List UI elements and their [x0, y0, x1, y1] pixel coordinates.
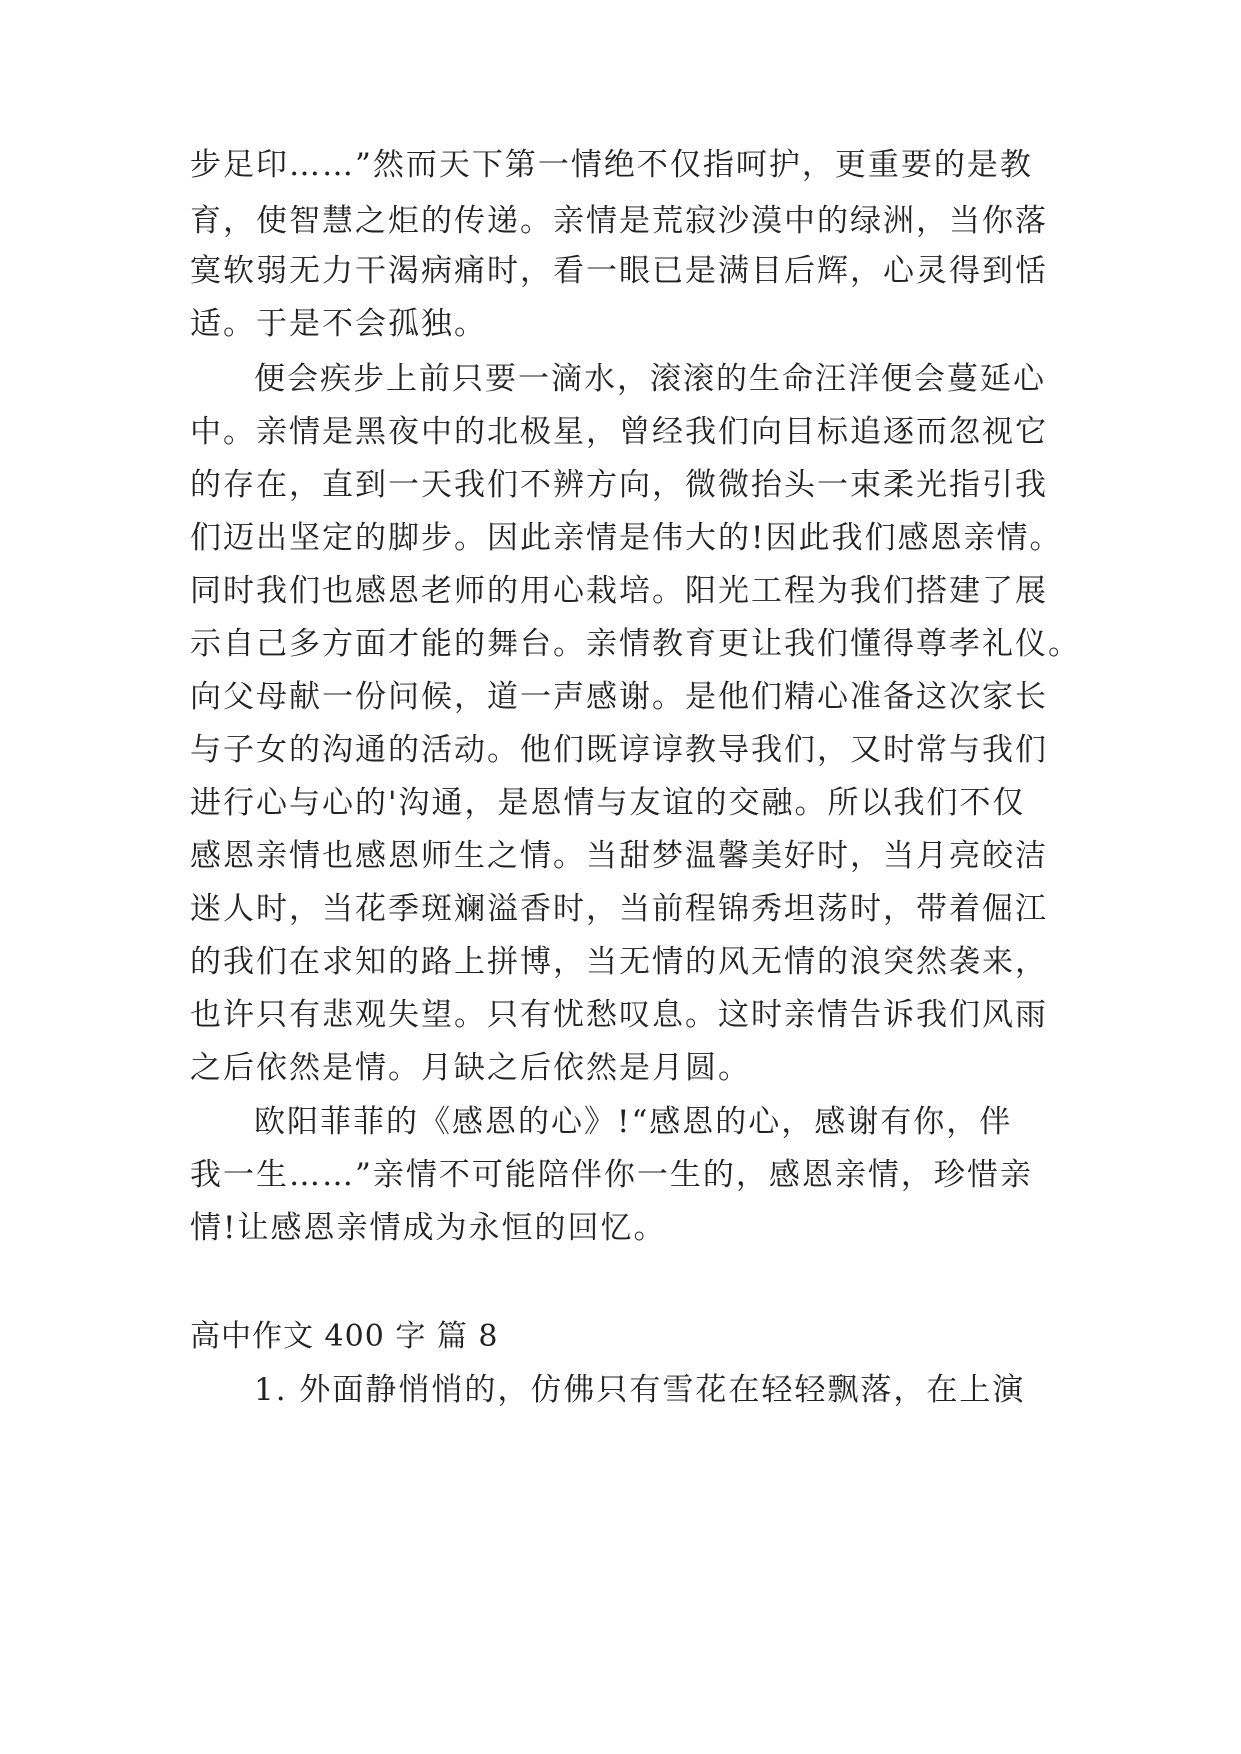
paragraph2-line-2: 中。亲情是黑夜中的北极星，曾经我们向目标追逐而忽视它 [190, 414, 1048, 450]
paragraph1-line-4: 适。于是不会孤独。 [190, 306, 487, 342]
paragraph2-line-3: 的存在，直到一天我们不辨方向，微微抬头一束柔光指引我 [190, 467, 1048, 503]
paragraph2-line-6: 示自己多方面才能的舞台。亲情教育更让我们懂得尊孝礼仪。 [190, 626, 1081, 662]
section-heading: 高中作文 400 字 篇 8 [190, 1319, 499, 1354]
paragraph1-line-3: 寞软弱无力干渴病痛时，看一眼已是满目后辉，心灵得到恬 [190, 253, 1048, 289]
paragraph2-line-9: 进行心与心的'沟通，是恩情与友谊的交融。所以我们不仅 [190, 785, 1026, 821]
paragraph2-line-5: 同时我们也感恩老师的用心栽培。阳光工程为我们搭建了展 [190, 573, 1048, 609]
paragraph2-line-4: 们迈出坚定的脚步。因此亲情是伟大的!因此我们感恩亲情。 [190, 520, 1063, 556]
paragraph2-line-11: 迷人时，当花季斑斓溢香时，当前程锦秀坦荡时，带着倔江 [190, 891, 1048, 927]
paragraph2-line-1: 便会疾步上前只要一滴水，滚滚的生命汪洋便会蔓延心 [254, 361, 1046, 397]
paragraph1-line-2: 育，使智慧之炬的传递。亲情是荒寂沙漠中的绿洲，当你落 [190, 203, 1048, 239]
paragraph2-line-14: 之后依然是情。月缺之后依然是月圆。 [190, 1050, 751, 1086]
paragraph3-line-1: 欧阳菲菲的《感恩的心》!“感恩的心，感谢有你，伴 [254, 1104, 1013, 1140]
paragraph2-line-7: 向父母献一份问候，道一声感谢。是他们精心准备这次家长 [190, 679, 1048, 715]
paragraph3-line-2: 我一生……”亲情不可能陪伴你一生的，感恩亲情，珍惜亲 [190, 1157, 1033, 1193]
paragraph2-line-10: 感恩亲情也感恩师生之情。当甜梦温馨美好时，当月亮皎洁 [190, 838, 1048, 874]
paragraph1-line-1: 步足印……”然而天下第一情绝不仅指呵护，更重要的是教 [190, 147, 1033, 183]
paragraph2-line-13: 也许只有悲观失望。只有忧愁叹息。这时亲情告诉我们风雨 [190, 997, 1048, 1033]
paragraph2-line-8: 与子女的沟通的活动。他们既谆谆教导我们，又时常与我们 [190, 732, 1048, 768]
paragraph2-line-12: 的我们在求知的路上拼博，当无情的风无情的浪突然袭来， [190, 944, 1048, 980]
paragraph3-line-3: 情!让感恩亲情成为永恒的回忆。 [190, 1210, 667, 1246]
list-item-1: 1. 外面静悄悄的，仿佛只有雪花在轻轻飘落，在上演 [254, 1372, 1026, 1408]
